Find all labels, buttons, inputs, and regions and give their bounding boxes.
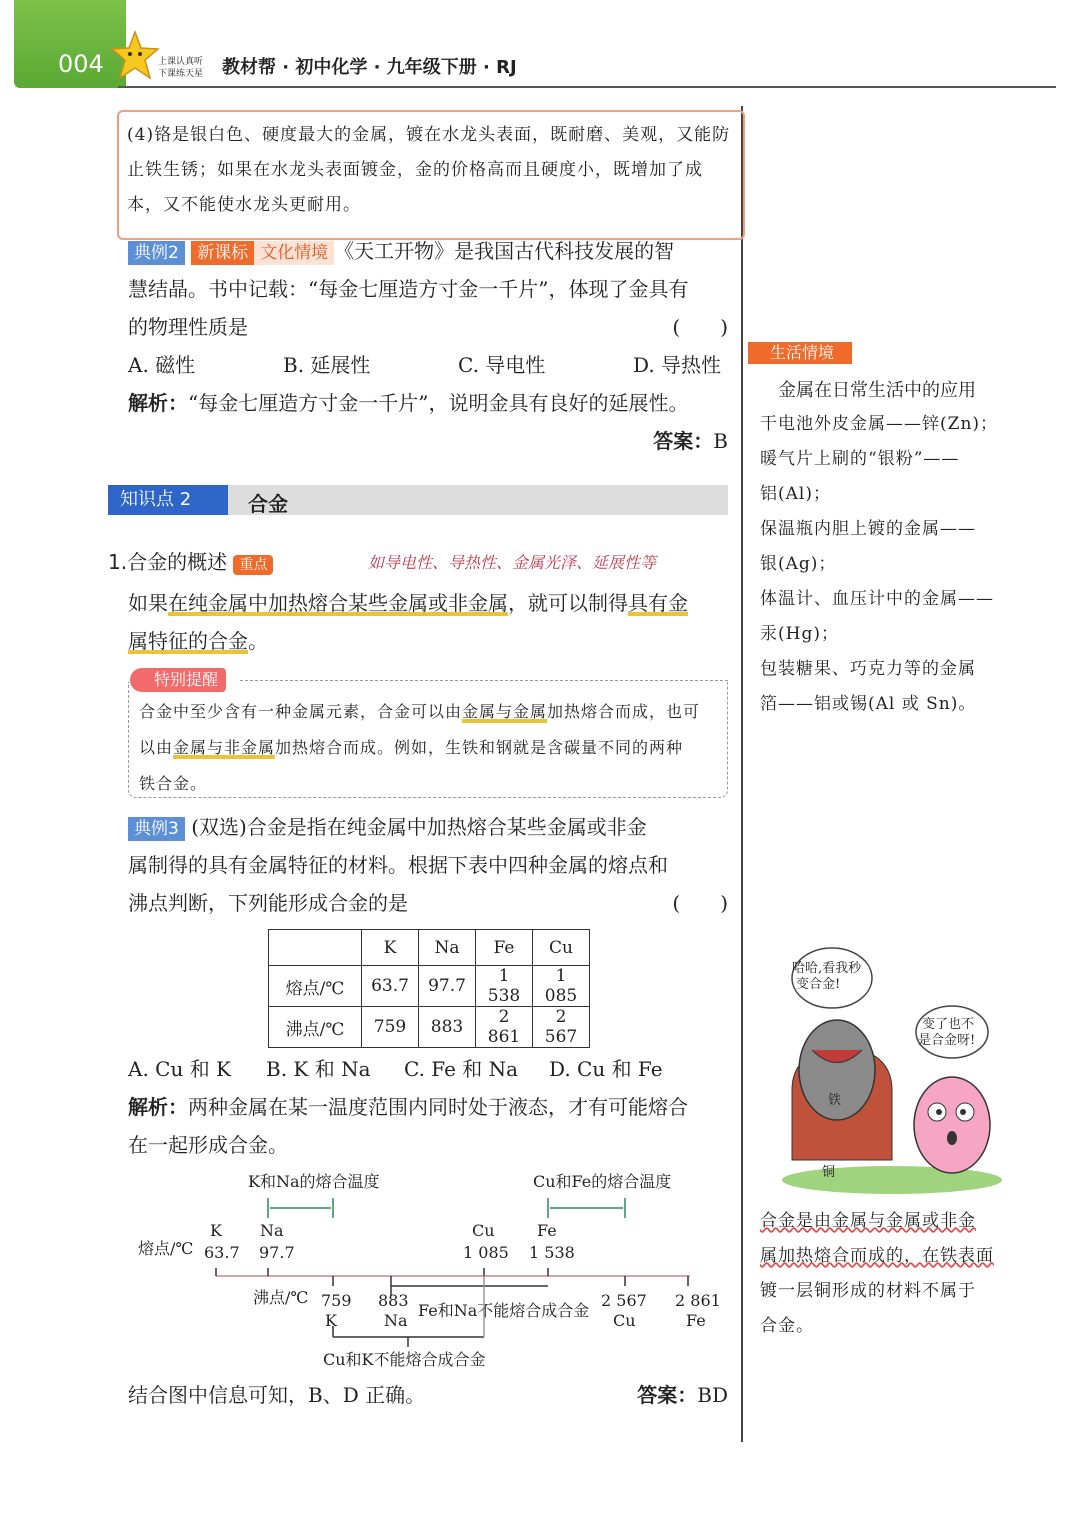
mp-el-cu: Cu [472, 1221, 495, 1240]
bp-axis-label: 沸点/℃ [253, 1288, 309, 1307]
cartoon-illustration [752, 940, 1012, 1200]
bubble-1-line2: 变合金! [796, 977, 841, 992]
section-title: 1.合金的概述 重点 [108, 546, 273, 575]
bp-el-k: K [325, 1311, 337, 1330]
reminder-box: 合金中至少含有一种金属元素，合金可以由金属与金属加热熔合而成，也可 以由金属与非金属加热熔合而成。例如，生铁和钢就是含碳量不同的两种 铁合金。 [128, 682, 728, 798]
reminder-rule [240, 680, 728, 681]
iron-label: 铁 [828, 1093, 842, 1108]
header-slogan: 上课认真听 下课练天星 [158, 57, 204, 79]
answer-box-4: (4)铬是银白色、硬度最大的金属，镀在水龙头表面，既耐磨、美观，又能防止铁生锈；如果在水龙头表面镀金，金的价格高而且硬度小，既增加了成本，又不能使水龙头更耐用。 [117, 110, 745, 240]
bubble-1-line1: 哈哈,看我秒 [792, 961, 862, 976]
copper-label: 铜 [822, 1165, 836, 1180]
reminder-tag: 特别提醒 [130, 668, 226, 692]
melting-boiling-diagram [128, 1162, 728, 1374]
bubble-2-line1: 变了也不 [922, 1017, 975, 1032]
star-mascot-icon [110, 30, 160, 82]
example-3: 典例3 (双选)合金是指在纯金属中加热熔合某些金属或非金 属制得的具有金属特征的材料。根据下表中四种金属的熔点和 沸点判断，下列能形成合金的是 ( ) [128, 815, 728, 915]
bp-val-k: 759 [321, 1291, 352, 1310]
key-badge: 重点 [233, 555, 273, 575]
bp-val-na: 883 [378, 1291, 409, 1310]
column-divider [741, 106, 743, 1442]
fe-na-note: Fe和Na不能熔合成合金 [418, 1301, 590, 1320]
section-paragraph: 如果在纯金属中加热熔合某些金属或非金属，就可以制得具有金 属特征的合金。 [128, 591, 688, 653]
page-number: 004 [58, 50, 104, 78]
side-title: 金属在日常生活中的应用 [778, 380, 976, 401]
new-standard-tag: 新课标 [191, 241, 254, 265]
bp-el-na: Na [384, 1311, 408, 1330]
example-3-body: A. Cu 和 K B. K 和 Na C. Fe 和 Na D. Cu 和 Fe 解析：两种金属在某一温度范围内同时处于液态，才有可能熔合 在一起形成合金。 [128, 1050, 728, 1164]
conclusion-line: 结合图中信息可知，B、D 正确。 答案：BD [128, 1383, 728, 1407]
example-3-tag: 典例3 [128, 817, 185, 841]
example-3-options: A. Cu 和 K B. K 和 Na C. Fe 和 Na D. Cu 和 Fe [128, 1057, 663, 1081]
example-2: 典例2 新课标 文化情境 《天工开物》是我国古代科技发展的智 慧结晶。书中记载：“每金七厘造方寸金一千片”，体现了金具有 的物理性质是 ( ) A. 磁性 B. 延展性 C. 导电性 D. 导热性 解析：“每金七厘造方寸金一千片”，说明金具有良好的延展性。 答案：B [128, 239, 728, 453]
bp-val-cu: 2 567 [601, 1291, 647, 1310]
side-list: 干电池外皮金属——锌(Zn)； 暖气片上刷的“银粉”—— 铝(Al)； 保温瓶内胆上镀的金属—— 银(Ag)； 体温计、血压计中的金属—— 汞(Hg)； 包装糖果、巧克力等的金属 箔——铝或锡(Al 或 Sn)。 [760, 414, 999, 714]
example-2-options: A. 磁性 B. 延展性 C. 导电性 D. 导热性 [128, 353, 722, 377]
header-title: 教材帮 · 初中化学 · 九年级下册 · RJ [222, 57, 517, 78]
bp-val-fe: 2 861 [675, 1291, 721, 1310]
bp-el-cu: Cu [613, 1311, 636, 1330]
handwritten-note: 如导电性、导热性、金属光泽、延展性等 [368, 553, 657, 572]
mp-val-na: 97.7 [259, 1243, 295, 1262]
header-rule [118, 86, 1056, 88]
table-header-row: K Na Fe Cu [269, 930, 590, 966]
kna-fusion-label: K和Na的熔合温度 [248, 1172, 380, 1191]
mp-axis-label: 熔点/℃ [138, 1239, 194, 1258]
cu-k-note: Cu和K不能熔合成合金 [323, 1350, 486, 1369]
mp-el-k: K [210, 1221, 222, 1240]
knowledge-point-title: 合金 [248, 492, 288, 516]
cufe-fusion-label: Cu和Fe的熔合温度 [533, 1172, 672, 1191]
mp-val-cu: 1 085 [463, 1243, 509, 1262]
knowledge-point-tag: 知识点 2 [108, 485, 228, 515]
mp-el-na: Na [260, 1221, 284, 1240]
bubble-2-line2: 是合金呀! [918, 1033, 976, 1048]
table-row: 熔点/℃ 63.7 97.7 1 538 1 085 [269, 966, 590, 1007]
table-row: 沸点/℃ 759 883 2 861 2 567 [269, 1007, 590, 1048]
side-bottom-note: 合金是由金属与金属或非金 属加热熔合而成的，在铁表面 镀一层铜形成的材料不属于 合金。 [760, 1211, 994, 1336]
life-context-tag: 生活情境 [748, 342, 852, 364]
bp-el-fe: Fe [686, 1311, 706, 1330]
mp-el-fe: Fe [537, 1221, 557, 1240]
example-2-tag: 典例2 [128, 241, 185, 265]
melting-boiling-table [268, 929, 590, 1048]
mp-val-k: 63.7 [204, 1243, 240, 1262]
culture-tag: 文化情境 [254, 241, 334, 265]
mp-val-fe: 1 538 [529, 1243, 575, 1262]
